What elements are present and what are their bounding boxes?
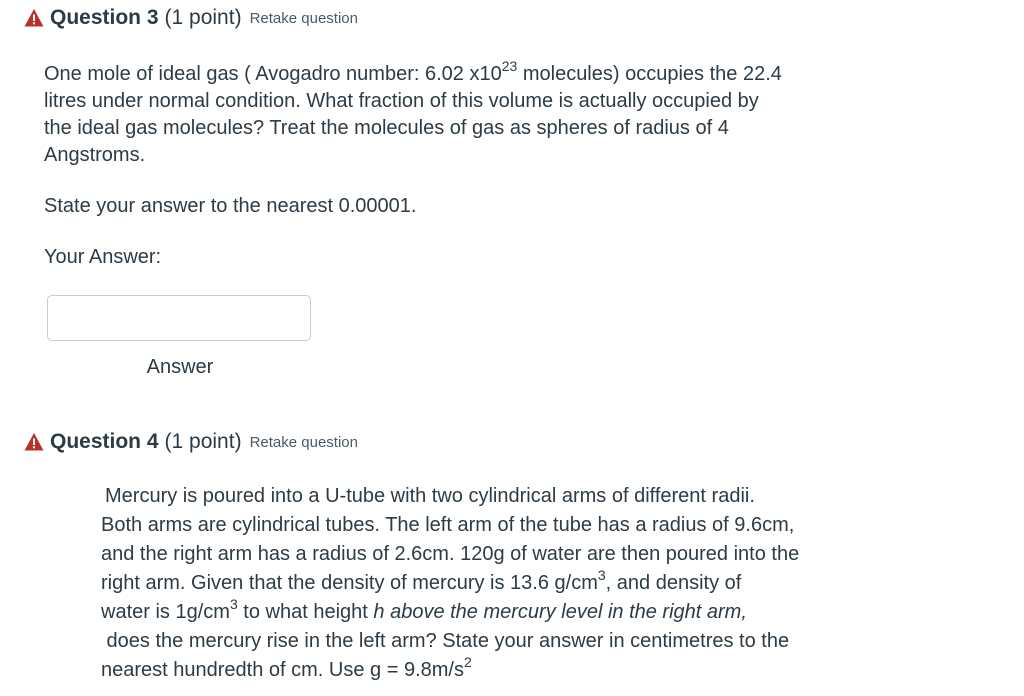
question-3-line-4: Angstroms. [44,144,146,166]
exponent: 3 [229,596,238,612]
question-3-line-2: litres under normal condition. What fraction of this volume is actually occupied by [44,90,759,112]
question-3-instruction: State your answer to the nearest 0.00001. [44,195,417,217]
question-4-line-1: Mercury is poured into a U-tube with two cylindrical arms of different radii. [105,485,755,507]
question-4-line-3: and the right arm has a radius of 2.6cm. 120g of water are then poured into the [101,543,800,565]
question-3-line-3: the ideal gas molecules? Treat the molecules of gas as spheres of radius of 4 [44,117,729,139]
exponent: 23 [501,58,518,74]
question-3-line-1: One mole of ideal gas ( Avogadro number: 6.02 $x10^{23}$ molecules) occupies the 22.4 [44,58,782,85]
question-4-line-2: Both arms are cylindrical tubes. The left arm of the tube has a radius of 9.6cm, [101,514,795,536]
question-4-line-5: water is $1g/cm^3$ to what height h above the mercury level in the right arm, [101,596,747,623]
your-answer-label: Your Answer: [44,246,162,268]
question-3-retake-link[interactable]: Retake question [249,9,358,27]
question-3-text [44,58,944,169]
question-3-header [24,6,358,30]
question-4-title: Question 4 [50,430,159,453]
question-4-line-6: does the mercury rise in the left arm? State your answer in centimetres to the [101,630,790,652]
exponent: 2 [463,654,472,670]
question-4-line-4: right arm. Given that the density of mercury is 13.6 $g/cm^3$, and density of [101,567,742,594]
answer-input[interactable] [47,295,311,341]
question-4-text [101,482,981,685]
question-4-line-7: nearest hundredth of cm. Use $g = 9.8m/s^2$ [101,654,472,681]
warning-icon [24,8,44,28]
question-4-retake-link[interactable]: Retake question [249,433,358,451]
question-3-title: Question 3 [50,6,159,29]
question-4-header [24,430,358,454]
answer-caption: Answer [146,356,214,378]
warning-icon [24,432,44,452]
exponent: 3 [597,567,606,583]
question-3-points: (1 point) [164,6,242,29]
question-4-points: (1 point) [164,430,242,453]
